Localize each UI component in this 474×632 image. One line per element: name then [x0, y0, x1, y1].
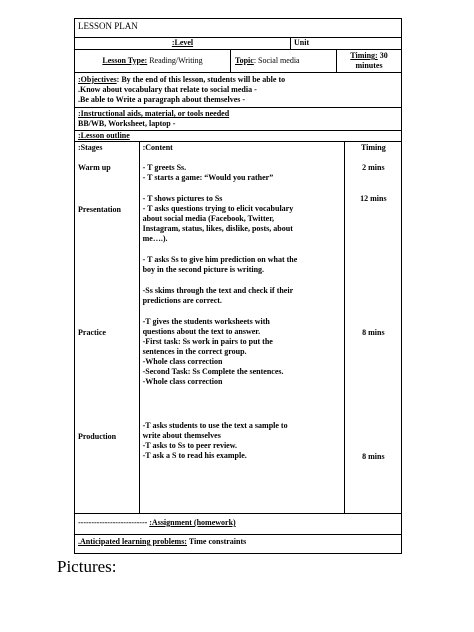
content-line: - T shows pictures to Ss [142, 194, 223, 203]
stage-presentation: Presentation [78, 205, 121, 214]
anticipated-value: Time constraints [188, 537, 247, 546]
content-line: -Second Task: Ss Complete the sentences. [142, 367, 284, 376]
aids-value: BB/WB, Worksheet, laptop - [78, 119, 176, 128]
content-column [140, 142, 346, 513]
level-label: :Level [171, 38, 194, 47]
stage-warmup: Warm up [78, 163, 111, 172]
lesson-plan-table [74, 18, 402, 554]
pictures-heading: Pictures: [57, 557, 117, 576]
aids-label: :Instructional aids, material, or tools needed [78, 109, 230, 118]
timing-warmup: 2 mins [362, 163, 385, 172]
aids-row [75, 108, 401, 131]
timing-practice: 8 mins [362, 328, 385, 337]
content-line: sentences in the correct group. [142, 347, 247, 356]
lesson-outline-label: :Lesson outline [78, 131, 130, 140]
content-line: predictions are correct. [142, 296, 222, 305]
content-production [143, 421, 288, 461]
assignment-row [75, 514, 401, 535]
timing-unit: minutes [355, 61, 383, 70]
content-line: -Whole class correction [142, 377, 223, 386]
timing-cell [337, 50, 401, 72]
timing-presentation: 12 mins [360, 194, 387, 203]
content-line: about social media (Facebook, Twitter, [142, 214, 275, 223]
topic-value: : Social media [253, 56, 300, 65]
content-line: -T gives the students worksheets with [142, 317, 270, 326]
content-header: :Content [142, 143, 173, 152]
topic-label: Topic [235, 56, 254, 65]
content-presentation-1 [143, 194, 294, 244]
objective-item: .Be able to Write a paragraph about themselves - [78, 95, 246, 104]
lesson-outline-table [75, 142, 401, 514]
objectives-row [75, 73, 401, 108]
unit-label: Unit [294, 38, 310, 47]
stage-production: Production [78, 432, 117, 441]
content-line: write about themselves [142, 431, 221, 440]
content-line: - T starts a game: “Would you rather” [142, 173, 274, 182]
lesson-type-cell [75, 50, 231, 72]
objectives-intro: : By the end of this lesson, students will be able to [116, 75, 286, 84]
content-warmup [143, 163, 274, 183]
anticipated-label: .Anticipated learning problems: [78, 537, 187, 546]
content-practice [143, 317, 284, 387]
objective-item: .Know about vocabulary that relate to social media - [78, 85, 257, 94]
lesson-type-label: Lesson Type: [102, 56, 148, 65]
lesson-plan-title-row [75, 19, 401, 38]
content-line: -T asks students to use the text a sample to [142, 421, 288, 430]
content-line: questions about the text to answer. [142, 327, 261, 336]
content-presentation-2 [143, 255, 298, 275]
stages-column [75, 142, 140, 513]
level-cell [75, 38, 291, 49]
content-line: -Whole class correction [142, 357, 223, 366]
content-presentation-3 [143, 286, 294, 306]
stage-practice: Practice [78, 328, 106, 337]
content-line: - T asks questions trying to elicit vocabulary [142, 204, 294, 213]
level-unit-row [75, 38, 401, 50]
content-line: boy in the second picture is writing. [142, 265, 265, 274]
lesson-type-row [75, 50, 401, 73]
unit-cell [291, 38, 401, 49]
timing-value: 30 [379, 51, 388, 60]
content-line: me….). [142, 234, 168, 243]
objectives-label: :Objectives [78, 75, 117, 84]
timing-production: 8 mins [362, 452, 385, 461]
assignment-label: :Assignment (homework) [149, 518, 236, 527]
content-line: -T ask a S to read his example. [142, 451, 247, 460]
content-line: -T asks to Ss to peer review. [142, 441, 238, 450]
content-line: Instagram, status, likes, dislike, posts, about [142, 224, 293, 233]
topic-cell [231, 50, 337, 72]
lesson-type-value: Reading/Writing [149, 56, 203, 65]
anticipated-problems-row [75, 535, 401, 553]
timing-column [345, 142, 401, 513]
content-line: -Ss skims through the text and check if their [142, 286, 294, 295]
assignment-dashes: -------------------------- [78, 518, 148, 527]
timing-label: Timing: [350, 51, 378, 60]
content-line: -First task: Ss work in pairs to put the [142, 337, 273, 346]
content-line: - T asks Ss to give him prediction on what the [142, 255, 298, 264]
timing-header: Timing [360, 143, 386, 152]
lesson-outline-row [75, 131, 401, 142]
stages-header: :Stages [78, 143, 103, 152]
content-line: - T greets Ss. [142, 163, 187, 172]
lesson-plan-title: LESSON PLAN [78, 21, 138, 31]
